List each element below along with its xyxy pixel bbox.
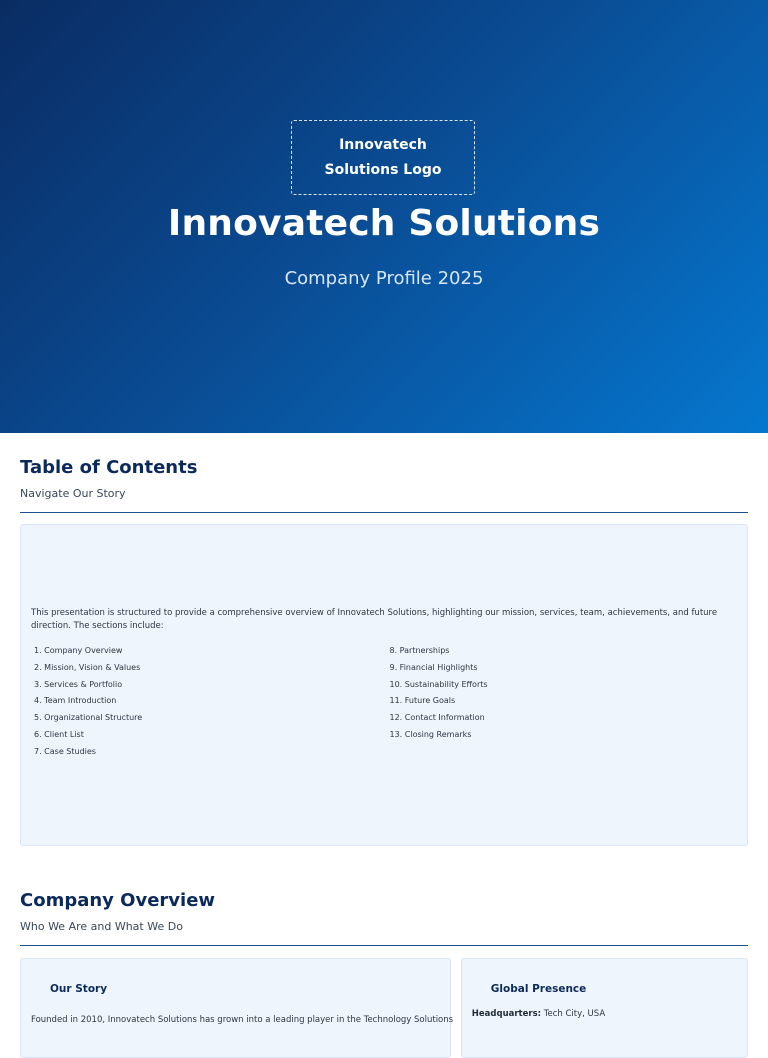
toc-item: 9. Financial Highlights: [389, 662, 478, 672]
toc-item: 11. Future Goals: [389, 696, 456, 706]
our-story-title: Our Story: [50, 983, 108, 995]
toc-item: 2. Mission, Vision & Values: [34, 662, 141, 672]
toc-list-right: [386, 643, 738, 761]
toc-item: 6. Client List: [34, 729, 84, 739]
logo-text: Innovatech Solutions Logo: [324, 136, 442, 178]
logo-placeholder: [291, 120, 475, 195]
toc-divider: [20, 512, 748, 513]
our-story-card: [20, 958, 454, 1058]
overview-cards: [20, 958, 748, 1058]
our-story-text: Founded in 2010, Innovatech Solutions has grown into a leading player in the Technology Solutions: [31, 1015, 454, 1025]
toc-item: 1. Company Overview: [34, 646, 123, 655]
toc-intro: This presentation is structured to provide a comprehensive overview of Innovatech Solutions, highlighting our mission, services, team, achievements, and future direction. The sections include:: [31, 608, 718, 631]
overview-divider: [20, 945, 748, 946]
company-subtitle: Company Profile 2025: [284, 268, 484, 289]
toc-item: 10. Sustainability Efforts: [389, 679, 488, 689]
toc-item: 8. Partnerships: [389, 646, 450, 655]
toc-item: 7. Case Studies: [34, 746, 96, 756]
global-presence-card: [461, 958, 748, 1058]
toc-item: 12. Contact Information: [389, 713, 485, 723]
toc-columns: [34, 643, 737, 761]
toc-section: [0, 433, 768, 846]
overview-section: [0, 846, 768, 1058]
global-presence-title: Global Presence: [490, 983, 587, 995]
overview-title: Company Overview: [20, 890, 216, 911]
toc-subtitle: Navigate Our Story: [20, 487, 126, 500]
toc-item: 3. Services & Portfolio: [34, 679, 123, 689]
overview-subtitle: Who We Are and What We Do: [20, 920, 183, 933]
headquarters-value: Tech City, USA: [543, 1009, 606, 1019]
toc-card: [20, 524, 748, 846]
toc-item: 5. Organizational Structure: [34, 713, 143, 723]
toc-item: 4. Team Introduction: [34, 696, 117, 706]
title-slide: [0, 0, 768, 433]
toc-list-left: [34, 643, 386, 761]
toc-title: Table of Contents: [20, 457, 198, 478]
toc-item: 13. Closing Remarks: [389, 729, 472, 739]
company-title: Innovatech Solutions: [167, 203, 601, 244]
headquarters-label: Headquarters:: [471, 1009, 542, 1019]
headquarters-line: [472, 1009, 605, 1019]
